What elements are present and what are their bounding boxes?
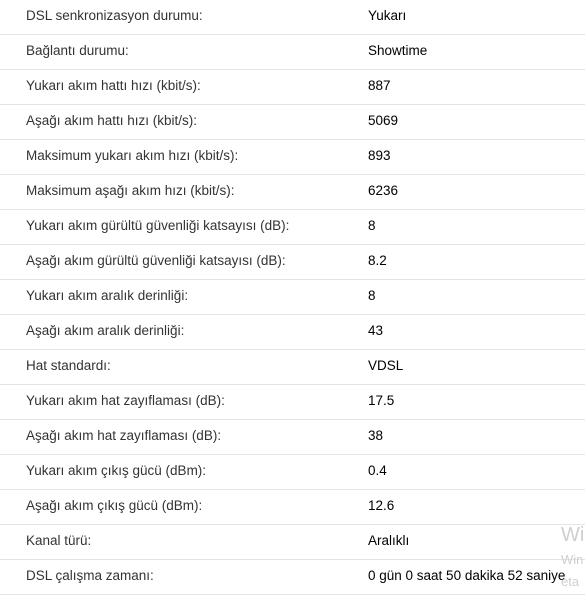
row-value: Showtime <box>368 43 428 58</box>
row-label: Aşağı akım aralık derinliği: <box>26 323 185 338</box>
row-connection-status <box>0 35 585 70</box>
row-label: Kanal türü: <box>26 533 92 548</box>
row-label: Bağlantı durumu: <box>26 43 129 58</box>
row-upstream-output-power <box>0 455 585 490</box>
row-value: 8.2 <box>368 253 387 268</box>
row-line-standard <box>0 350 585 385</box>
row-value: 8 <box>368 288 376 303</box>
row-value: 43 <box>368 323 384 338</box>
row-value: 17.5 <box>368 393 395 408</box>
row-downstream-line-rate <box>0 105 585 140</box>
row-value: 6236 <box>368 183 399 198</box>
row-label: Yukarı akım aralık derinliği: <box>26 288 189 303</box>
row-label: Maksimum yukarı akım hızı (kbit/s): <box>26 148 239 163</box>
row-label: Yukarı akım çıkış gücü (dBm): <box>26 463 207 478</box>
row-value: 8 <box>368 218 376 233</box>
row-value: 0.4 <box>368 463 387 478</box>
row-label: Yukarı akım hat zayıflaması (dB): <box>26 393 225 408</box>
row-value: Aralıklı <box>368 533 410 548</box>
row-downstream-interleave-depth <box>0 315 585 350</box>
row-upstream-attenuation <box>0 385 585 420</box>
row-label: Maksimum aşağı akım hızı (kbit/s): <box>26 183 235 198</box>
row-label: Yukarı akım hattı hızı (kbit/s): <box>26 78 201 93</box>
row-dsl-sync-status <box>0 0 585 35</box>
row-upstream-line-rate <box>0 70 585 105</box>
activation-watermark-line: Win <box>561 552 584 567</box>
row-max-upstream-rate <box>0 140 585 175</box>
row-label: DSL çalışma zamanı: <box>26 568 154 583</box>
row-value: 887 <box>368 78 391 93</box>
row-value: 0 gün 0 saat 50 dakika 52 saniye <box>368 568 566 583</box>
row-channel-type <box>0 525 585 560</box>
row-value: 12.6 <box>368 498 395 513</box>
activation-watermark-title: Wi <box>561 524 585 546</box>
row-max-downstream-rate <box>0 175 585 210</box>
row-label: DSL senkronizasyon durumu: <box>26 8 203 23</box>
row-dsl-uptime <box>0 560 585 595</box>
row-downstream-output-power <box>0 490 585 525</box>
row-value: Yukarı <box>368 8 407 23</box>
row-value: VDSL <box>368 358 404 373</box>
row-value: 893 <box>368 148 391 163</box>
row-downstream-noise-margin <box>0 245 585 280</box>
row-value: 38 <box>368 428 384 443</box>
row-label: Hat standardı: <box>26 358 111 373</box>
row-downstream-attenuation <box>0 420 585 455</box>
row-label: Aşağı akım hattı hızı (kbit/s): <box>26 113 198 128</box>
row-upstream-interleave-depth <box>0 280 585 315</box>
row-label: Aşağı akım hat zayıflaması (dB): <box>26 428 222 443</box>
row-upstream-noise-margin <box>0 210 585 245</box>
row-label: Yukarı akım gürültü güvenliği katsayısı (dB): <box>26 218 290 233</box>
row-value: 5069 <box>368 113 399 128</box>
row-label: Aşağı akım gürültü güvenliği katsayısı (dB): <box>26 253 286 268</box>
row-label: Aşağı akım çıkış gücü (dBm): <box>26 498 203 513</box>
activation-watermark-line: eta <box>561 574 580 589</box>
